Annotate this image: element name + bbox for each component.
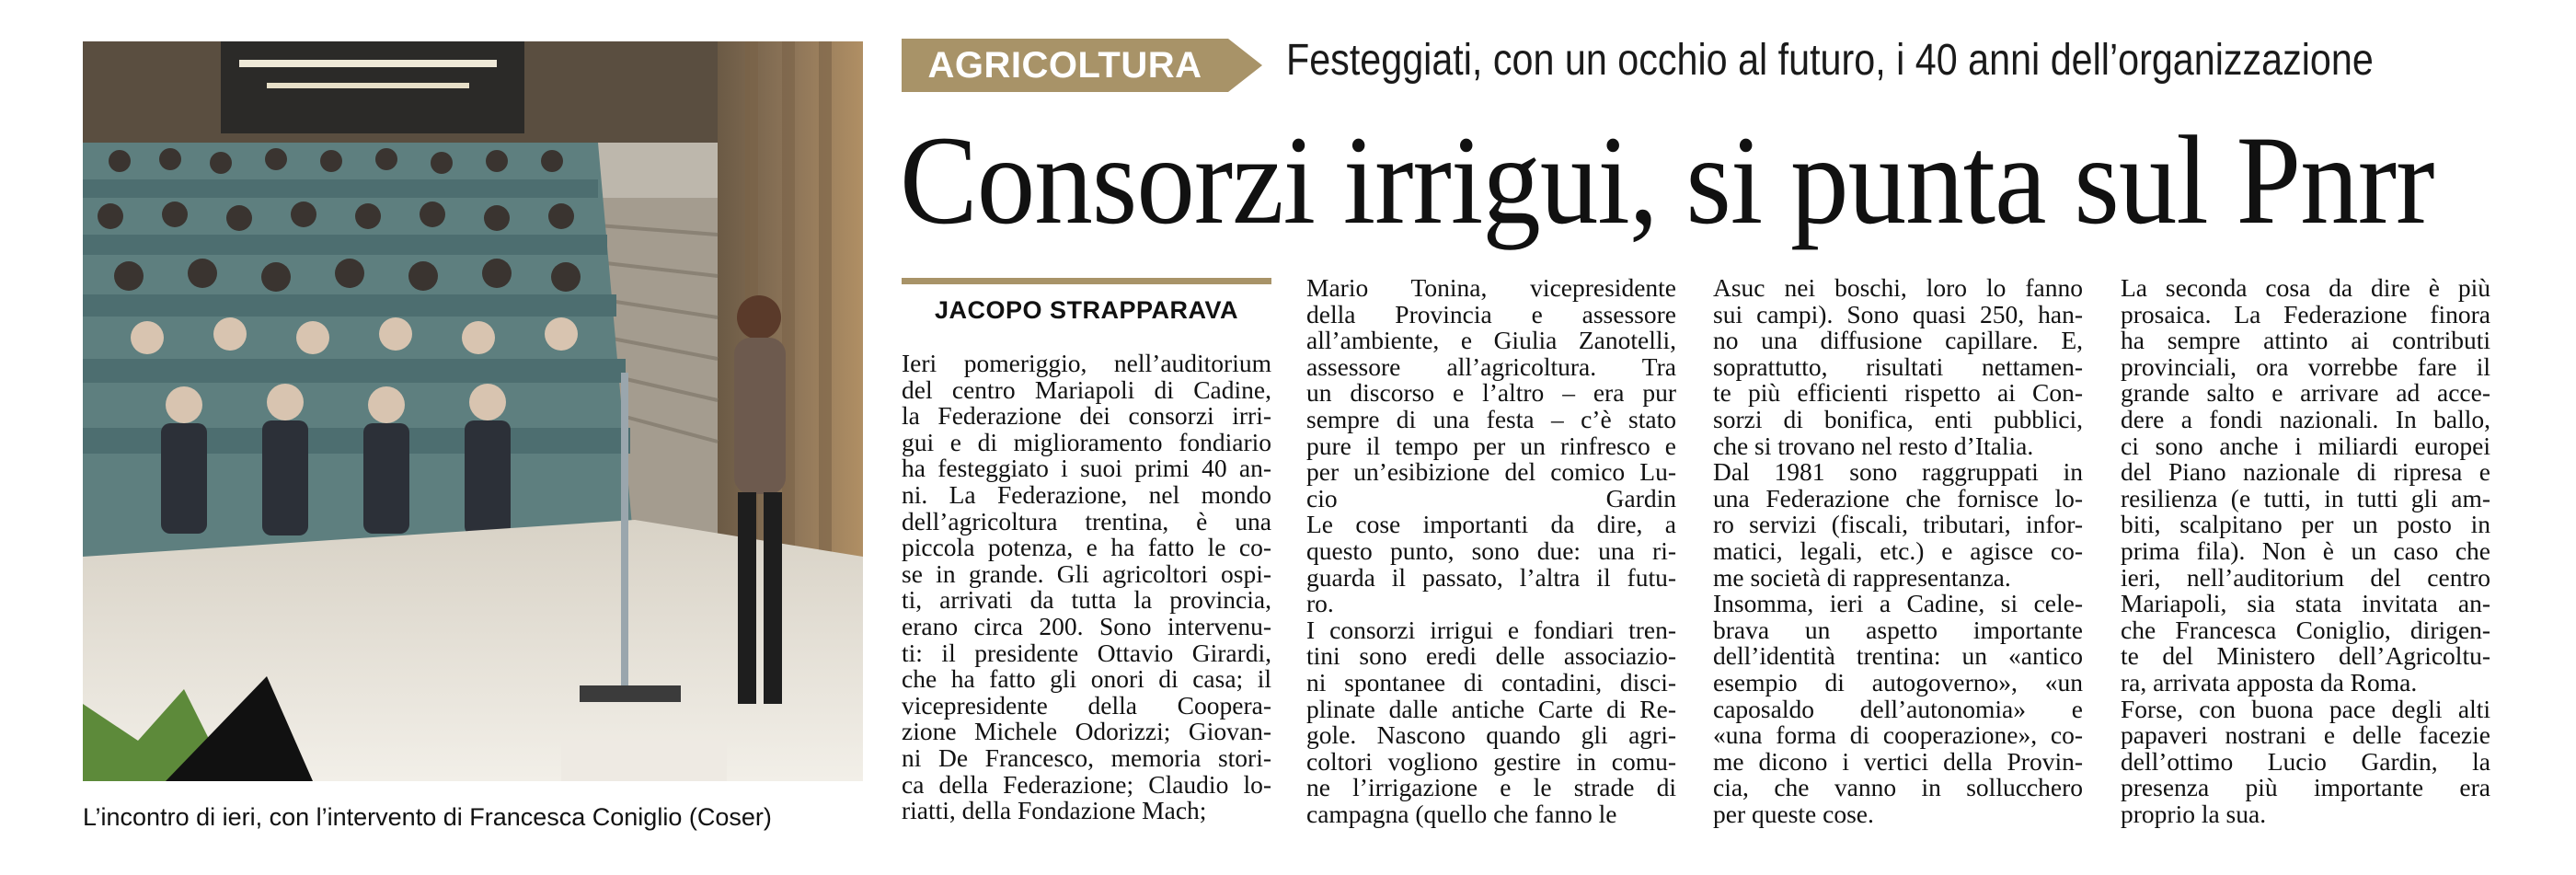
text-line: ne l’irrigazione e le strade di [1306,773,1676,802]
text-line: ieri, nell’auditorium del centro [2121,562,2490,592]
text-line: papaveri nostrani e delle facezie [2121,720,2490,750]
text-line: Le cose importanti da dire, a [1306,510,1676,539]
text-line: dell’agricoltura trentina, è una [902,506,1271,535]
text-line: presenza più importante era [2121,773,2490,802]
text-line: ra, arrivata apposta da Roma. [2121,667,2418,697]
text-line: che Francesca Coniglio, dirigen- [2121,615,2490,644]
text-line: ti: il presidente Ottavio Girardi, [902,638,1271,667]
text-line: caposaldo dell’autonomia» e [1713,694,2083,723]
text-line: vicepresidente della Coopera- [902,690,1271,720]
text-line: proprio la sua. [2121,799,2267,828]
article-subtitle: Festeggiati, con un occhio al futuro, i 40 anni dell’organizzazione [1286,36,2374,85]
text-line: prima fila). Non è un caso che [2121,535,2490,565]
text-line: esempio di autogoverno», «un [1713,667,2083,697]
text-line: Insomma, ieri a Cadine, si cele- [1713,589,2083,618]
section-label: AGRICOLTURA [927,45,1202,86]
text-line: coltori vogliono gestire in comu- [1306,746,1676,776]
text-line: sorzi di bonifica, enti pubblici, [1713,404,2083,433]
text-line: Dal 1981 sono raggruppati in [1713,457,2083,487]
text-column-3 [1713,275,2083,827]
text-line: resilienza (e tutti, in tutti gli am- [2121,483,2490,512]
text-line: piccola potenza, e ha fatto le co- [902,533,1271,562]
text-line: ni De Francesco, memoria stori- [902,743,1271,772]
auditorium-photo-illustration [83,41,863,781]
text-line: La seconda cosa da dire è più [2121,273,2490,302]
text-line: gui e di miglioramento fondiario [902,427,1271,456]
text-line: per queste cose. [1713,799,1874,828]
text-line: dell’ottimo Lucio Gardin, la [2121,746,2490,776]
text-line: no una diffusione capillare. E, [1713,326,2083,355]
text-line: cio Gardin [1306,483,1676,512]
text-line: zione Michele Odorizzi; Giovan- [902,717,1271,746]
text-line: la Federazione dei consorzi irri- [902,401,1271,431]
text-line: «una forma di cooperazione», co- [1713,720,2083,750]
text-line: erano circa 200. Sono intervenu- [902,611,1271,640]
text-line: me dicono i vertici della Provin- [1713,746,2083,776]
article-headline: Consorzi irrigui, si punta sul Pnrr [900,109,2434,250]
article-photo [83,41,863,781]
text-line: guarda il passato, l’altra il futu- [1306,562,1676,592]
text-line: cia, che vanno in sollucchero [1713,773,2083,802]
text-line: campagna (quello che fanno le [1306,799,1617,828]
text-line: dell’identità trentina: un «antico [1713,641,2083,671]
text-line: ha sempre attinto ai contributi [2121,326,2490,355]
text-line: ha festeggiato i suoi primi 40 an- [902,454,1271,483]
text-line: una Federazione che fornisce lo- [1713,483,2083,512]
text-line: all’ambiente, e Giulia Zanotelli, [1306,326,1676,355]
text-line: della Provincia e assessore [1306,299,1676,328]
text-column-1 [902,351,1271,824]
text-column-2 [1306,275,1676,827]
text-line: Ieri pomeriggio, nell’auditorium [902,349,1271,377]
text-line: riatti, della Fondazione Mach; [902,796,1207,825]
text-line: che ha fatto gli onori di casa; il [902,664,1271,694]
text-line: ci sono anche i miliardi europei [2121,431,2490,460]
text-column-4 [2121,275,2490,827]
text-line: che si trovano nel resto d’Italia. [1713,431,2034,460]
text-line: assessore all’agricoltura. Tra [1306,351,1676,381]
text-line: sui campi). Sono quasi 250, han- [1713,299,2083,328]
text-line: un discorso e l’altro – era pur [1306,378,1676,408]
text-line: tini sono eredi delle associazio- [1306,641,1676,671]
text-line: ro servizi (fiscali, tributari, infor- [1713,510,2083,539]
text-line: me società di rappresentanza. [1713,562,2011,592]
text-line: te più efficienti rispetto ai Con- [1713,378,2083,408]
text-line: Asuc nei boschi, loro lo fanno [1713,273,2083,302]
text-line: Mario Tonina, vicepresidente [1306,273,1676,302]
text-line: ti, arrivati da tutta la provincia, [902,585,1271,615]
text-line: prosaica. La Federazione finora [2121,299,2490,328]
text-line: grande salto e arrivare ad acce- [2121,378,2490,408]
text-line: soprattutto, risultati nettamen- [1713,351,2083,381]
text-line: plinate dalle antiche Carte di Re- [1306,694,1676,723]
text-line: Forse, con buona pace degli alti [2121,694,2490,723]
text-line: ni spontanee di contadini, disci- [1306,667,1676,697]
text-line: ro. [1306,589,1334,618]
text-line: del centro Mariapoli di Cadine, [902,374,1271,404]
text-line: questo punto, sono due: una ri- [1306,535,1676,565]
photo-caption: L’incontro di ieri, con l’intervento di Francesca Coniglio (Coser) [83,803,772,831]
text-line: per un’esibizione del comico Lu- [1306,457,1676,487]
text-line: brava un aspetto importante [1713,615,2083,644]
text-line: biti, scalpitano per un posto in [2121,510,2490,539]
text-line: del Piano nazionale di ripresa e [2121,457,2490,487]
text-line: I consorzi irrigui e fondiari tren- [1306,615,1676,644]
text-line: dere a fondi nazionali. In ballo, [2121,404,2490,433]
text-line: te del Ministero dell’Agricoltu- [2121,641,2490,671]
text-line: ca della Federazione; Claudio lo- [902,769,1271,799]
text-line: Mariapoli, sia stata invitata an- [2121,589,2490,618]
text-line: gole. Nascono quando gli agri- [1306,720,1676,750]
text-line: provinciali, ora vorrebbe fare il [2121,351,2490,381]
byline: JACOPO STRAPPARAVA [934,296,1239,324]
text-line: ni. La Federazione, nel mondo [902,479,1271,509]
text-line: sempre di una festa – c’è stato [1306,404,1676,433]
byline-rule [902,278,1271,284]
text-line: matici, legali, etc.) e agisce co- [1713,535,2083,565]
section-tag [902,39,1270,92]
text-line: pure il tempo per un rinfresco e [1306,431,1676,460]
text-line: se in grande. Gli agricoltori ospi- [902,558,1271,588]
